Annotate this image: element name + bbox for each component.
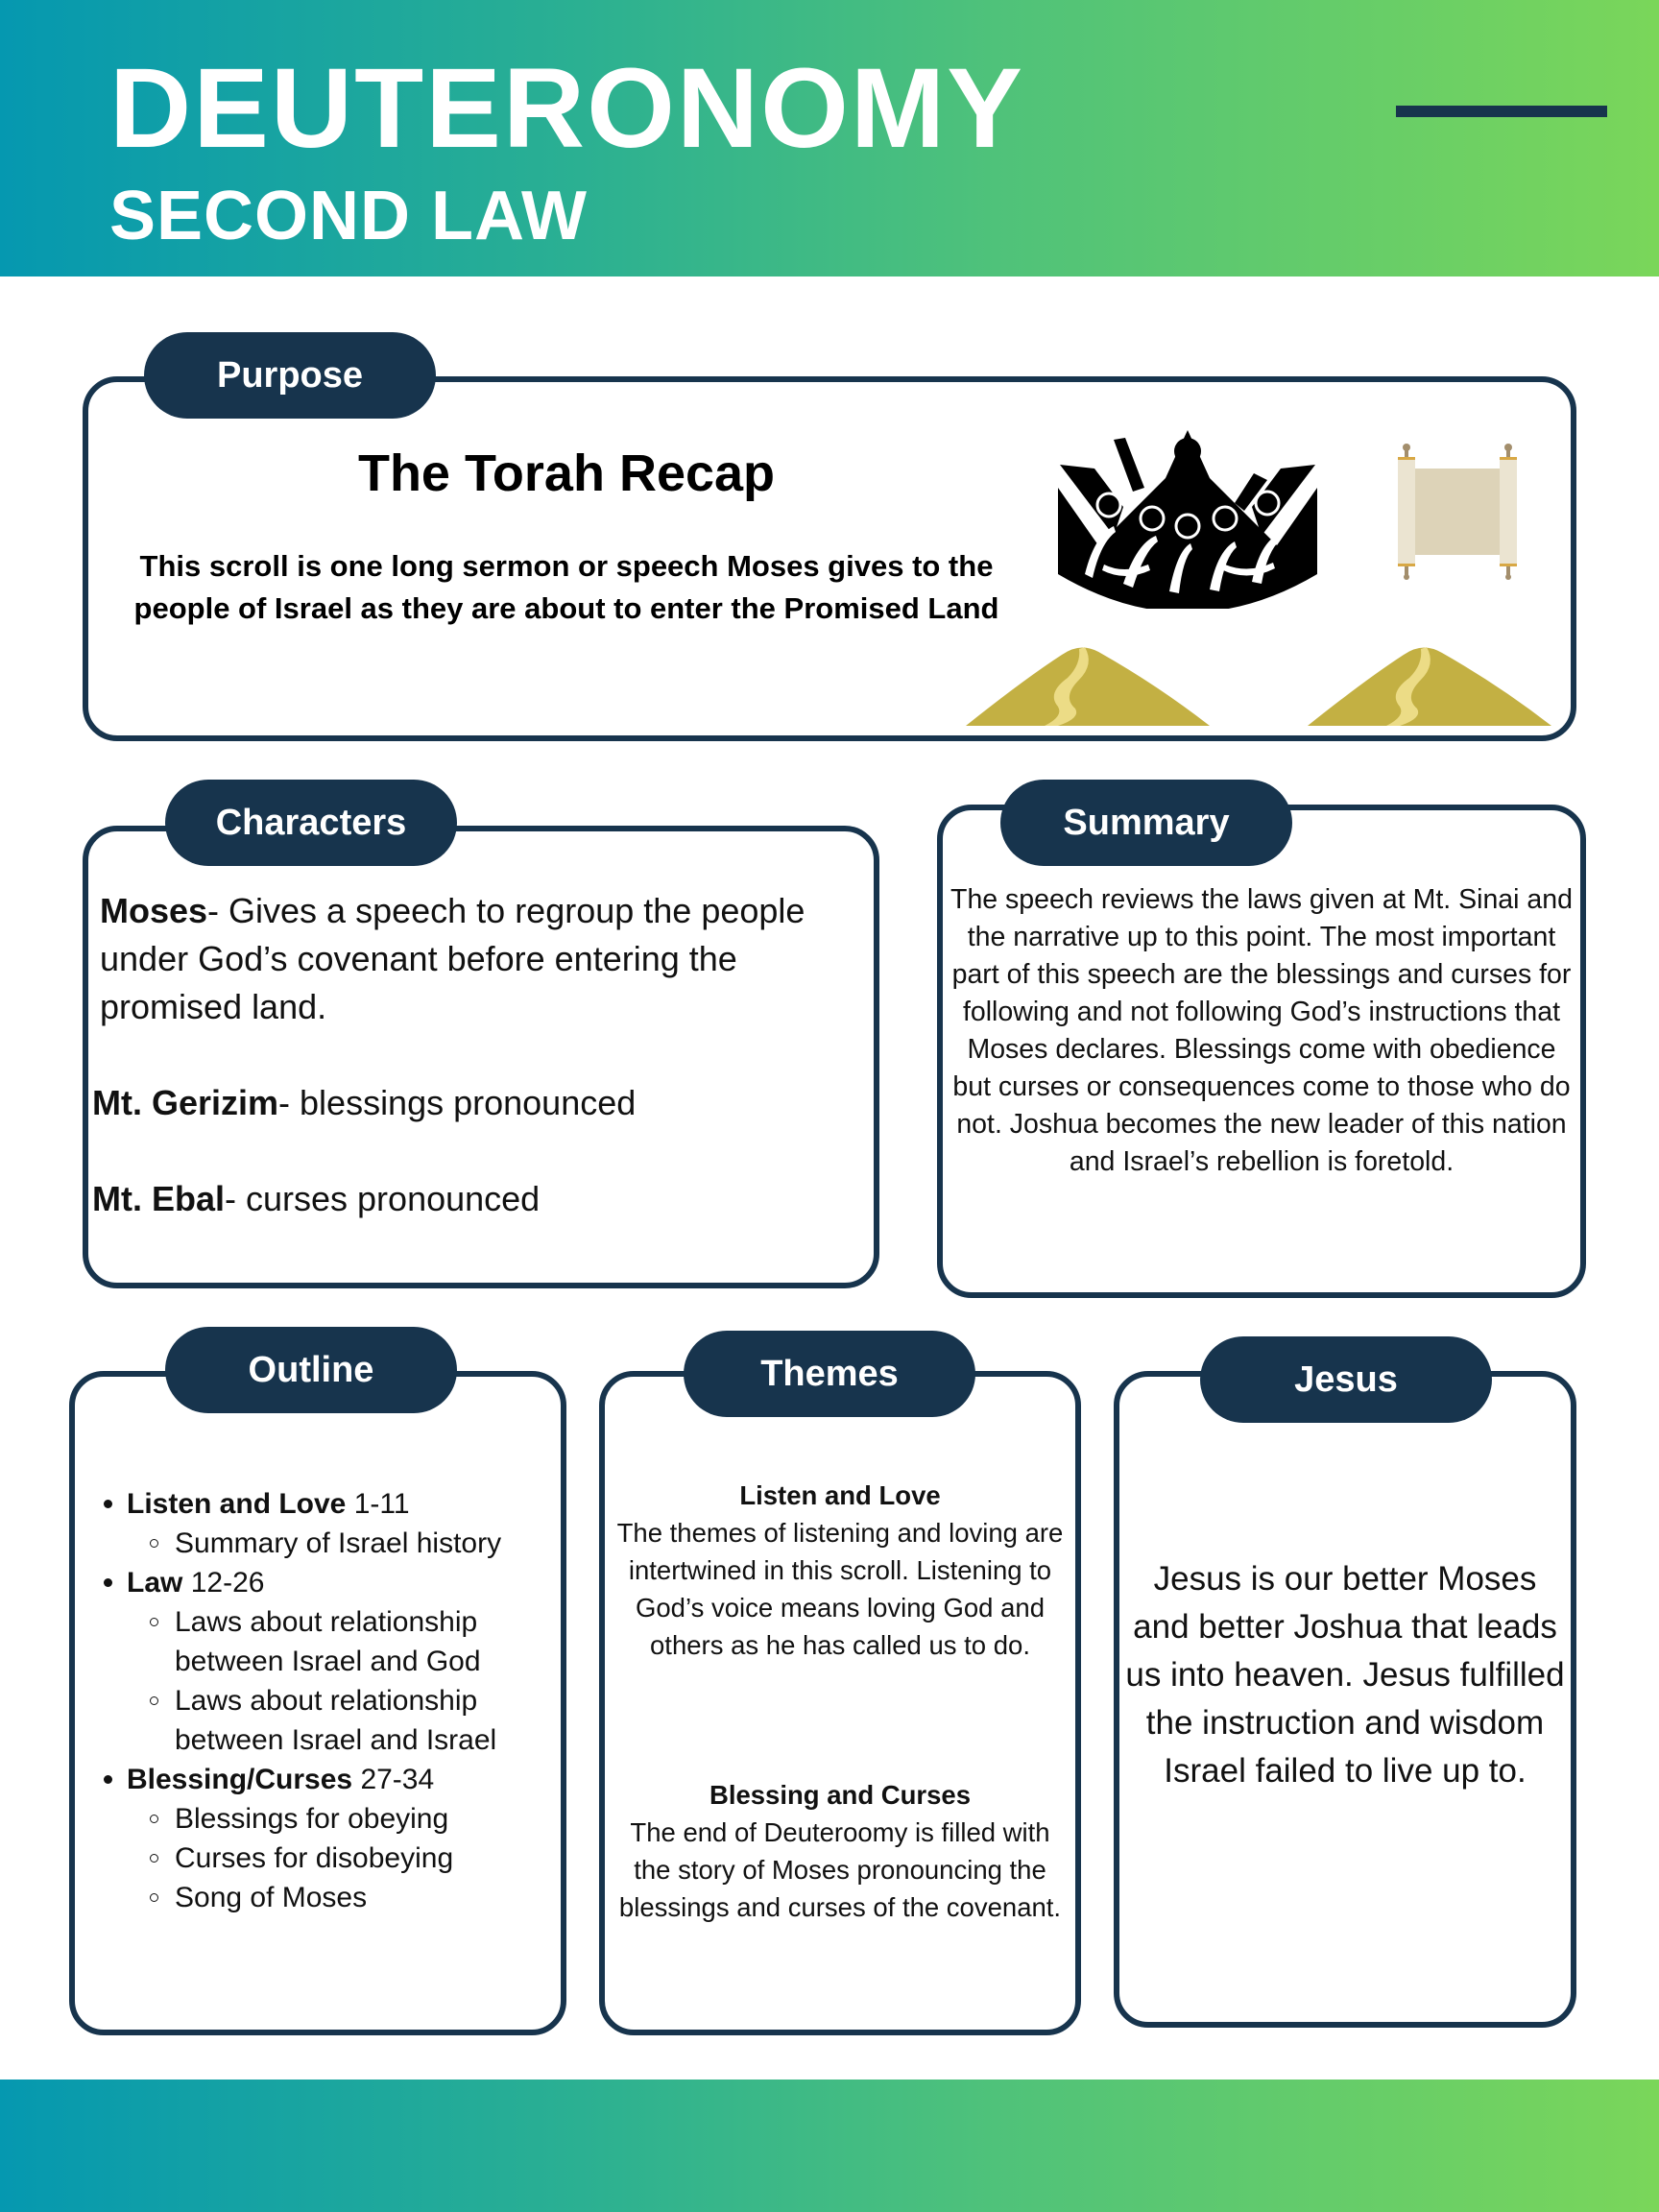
character-desc: - Gives a speech to regroup the people under God’s covenant before entering the promised land.: [100, 891, 805, 1026]
outline-section: [100, 1563, 561, 1602]
mountain-icon: [966, 641, 1210, 728]
theme-title: Listen and Love: [739, 1480, 941, 1510]
outline-subitem: Curses for disobeying: [100, 1839, 561, 1878]
outline-label: Outline: [165, 1327, 457, 1413]
character-ebal: [92, 1175, 841, 1223]
themes-label: Themes: [684, 1331, 975, 1417]
purpose-label: Purpose: [144, 332, 436, 419]
outline-section-range: 12-26: [190, 1567, 265, 1599]
outline-subitem: Summary of Israel history: [100, 1524, 561, 1563]
theme-title: Blessing and Curses: [709, 1780, 972, 1810]
outline-subitem: Blessings for obeying: [100, 1799, 561, 1839]
page-subtitle: SECOND LAW: [109, 178, 589, 254]
scroll-icon: [1394, 444, 1521, 580]
theme-item: [611, 1477, 1070, 1664]
jesus-label: Jesus: [1200, 1336, 1492, 1423]
outline-section-title: Law: [127, 1567, 183, 1599]
outline-subitem: Laws about relationship between Israel and Israel: [100, 1681, 561, 1760]
footer-banner: [0, 2080, 1659, 2212]
purpose-body: This scroll is one long sermon or speech Moses gives to the people of Israel as they are about to enter the Promised Land: [133, 549, 999, 625]
character-name: Moses: [100, 891, 208, 930]
outline-section-range: 1-11: [353, 1488, 410, 1520]
character-desc: - curses pronounced: [225, 1179, 541, 1218]
character-name: Mt. Ebal: [92, 1179, 226, 1218]
outline-subitem: Laws about relationship between Israel and God: [100, 1602, 561, 1681]
character-moses: [100, 887, 849, 1031]
page-title: DEUTERONOMY: [109, 45, 1024, 172]
theme-text: The themes of listening and loving are intertwined in this scroll. Listening to God’s voice means loving God and others as he has called us to do.: [616, 1518, 1064, 1660]
character-name: Mt. Gerizim: [92, 1083, 279, 1122]
characters-label: Characters: [165, 780, 457, 866]
outline-section-range: 27-34: [360, 1764, 435, 1795]
character-desc: - blessings pronounced: [278, 1083, 637, 1122]
outline-section: [100, 1760, 561, 1799]
purpose-heading: The Torah Recap: [357, 445, 776, 502]
decorative-dash: [1396, 106, 1607, 117]
theme-text: The end of Deuteroomy is filled with the story of Moses pronouncing the blessings and curses of the covenant.: [618, 1817, 1062, 1922]
outline-section-title: Listen and Love: [127, 1488, 347, 1520]
character-gerizim: [92, 1079, 841, 1127]
theme-item: [611, 1776, 1070, 1926]
outline-section-title: Blessing/Curses: [127, 1764, 353, 1795]
outline-list: [100, 1484, 561, 1917]
outline-section: [100, 1484, 561, 1524]
summary-label: Summary: [1000, 780, 1292, 866]
jesus-text: Jesus is our better Moses and better Joshua that leads us into heaven. Jesus fulfilled the instruction and wisdom Israel failed to live up to.: [1125, 1560, 1565, 1790]
summary-text: The speech reviews the laws given at Mt. Sinai and the narrative up to this point. The most important part of this speech are the blessings and curses for following and not following God’s instructions that Moses declares. Blessings come with obedience but curses or consequences come to those who do not. Joshua becomes the new leader of this nation and Israel’s rebellion is foretold.: [950, 884, 1573, 1177]
outline-subitem: Song of Moses: [100, 1878, 561, 1917]
mountain-icon: [1308, 641, 1551, 728]
moses-preaching-icon: [1056, 430, 1319, 609]
themes-card: [599, 1371, 1081, 2035]
